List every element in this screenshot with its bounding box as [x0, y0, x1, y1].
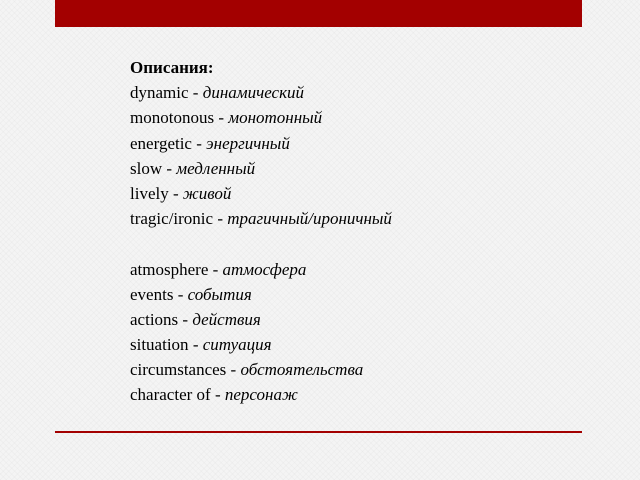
- english-term: character of: [130, 385, 211, 405]
- list-heading: Описания:: [130, 58, 214, 77]
- russian-translation: живой: [182, 183, 232, 203]
- russian-translation: динамический: [202, 83, 305, 103]
- russian-translation: атмосфера: [222, 259, 307, 279]
- russian-translation: трагичный/ироничный: [227, 209, 392, 229]
- russian-translation: персонаж: [224, 385, 298, 405]
- separator: -: [178, 309, 193, 329]
- separator: -: [162, 158, 177, 178]
- russian-translation: обстоятельства: [240, 360, 364, 380]
- group-spacer: [130, 231, 590, 256]
- english-term: situation: [130, 335, 189, 355]
- english-term: energetic: [130, 133, 192, 153]
- separator: -: [226, 360, 241, 380]
- list-item: [130, 282, 590, 307]
- list-item: [130, 181, 590, 206]
- list-item: [130, 105, 590, 130]
- english-term: slow: [130, 158, 163, 178]
- english-term: events: [130, 284, 174, 304]
- separator: -: [214, 108, 229, 128]
- separator: -: [210, 385, 225, 405]
- top-accent-bar: [55, 0, 582, 27]
- list-item: [130, 357, 590, 382]
- list-item: [130, 332, 590, 357]
- separator: -: [188, 335, 203, 355]
- russian-translation: действия: [192, 309, 261, 329]
- list-item: [130, 206, 590, 231]
- english-term: monotonous: [130, 108, 215, 128]
- separator: -: [188, 83, 203, 103]
- english-term: atmosphere: [130, 259, 209, 279]
- separator: -: [168, 183, 183, 203]
- list-item: [130, 382, 590, 407]
- separator: -: [191, 133, 207, 153]
- list-item: [130, 257, 590, 282]
- vocabulary-list: [130, 55, 590, 408]
- english-term: lively: [130, 183, 169, 203]
- list-item: [130, 131, 590, 156]
- separator: -: [213, 209, 228, 229]
- list-item: [130, 80, 590, 105]
- english-term: dynamic: [130, 83, 189, 103]
- list-item: [130, 156, 590, 181]
- english-term: actions: [130, 309, 179, 329]
- english-term: tragic/ironic: [130, 209, 214, 229]
- russian-translation: энергичный: [206, 133, 290, 153]
- russian-translation: ситуация: [202, 335, 272, 355]
- english-term: circumstances: [130, 360, 227, 380]
- russian-translation: медленный: [176, 158, 256, 178]
- separator: -: [173, 284, 188, 304]
- russian-translation: монотонный: [228, 108, 323, 128]
- list-item: [130, 307, 590, 332]
- russian-translation: события: [187, 284, 252, 304]
- bottom-accent-line: [55, 431, 582, 433]
- separator: -: [208, 259, 223, 279]
